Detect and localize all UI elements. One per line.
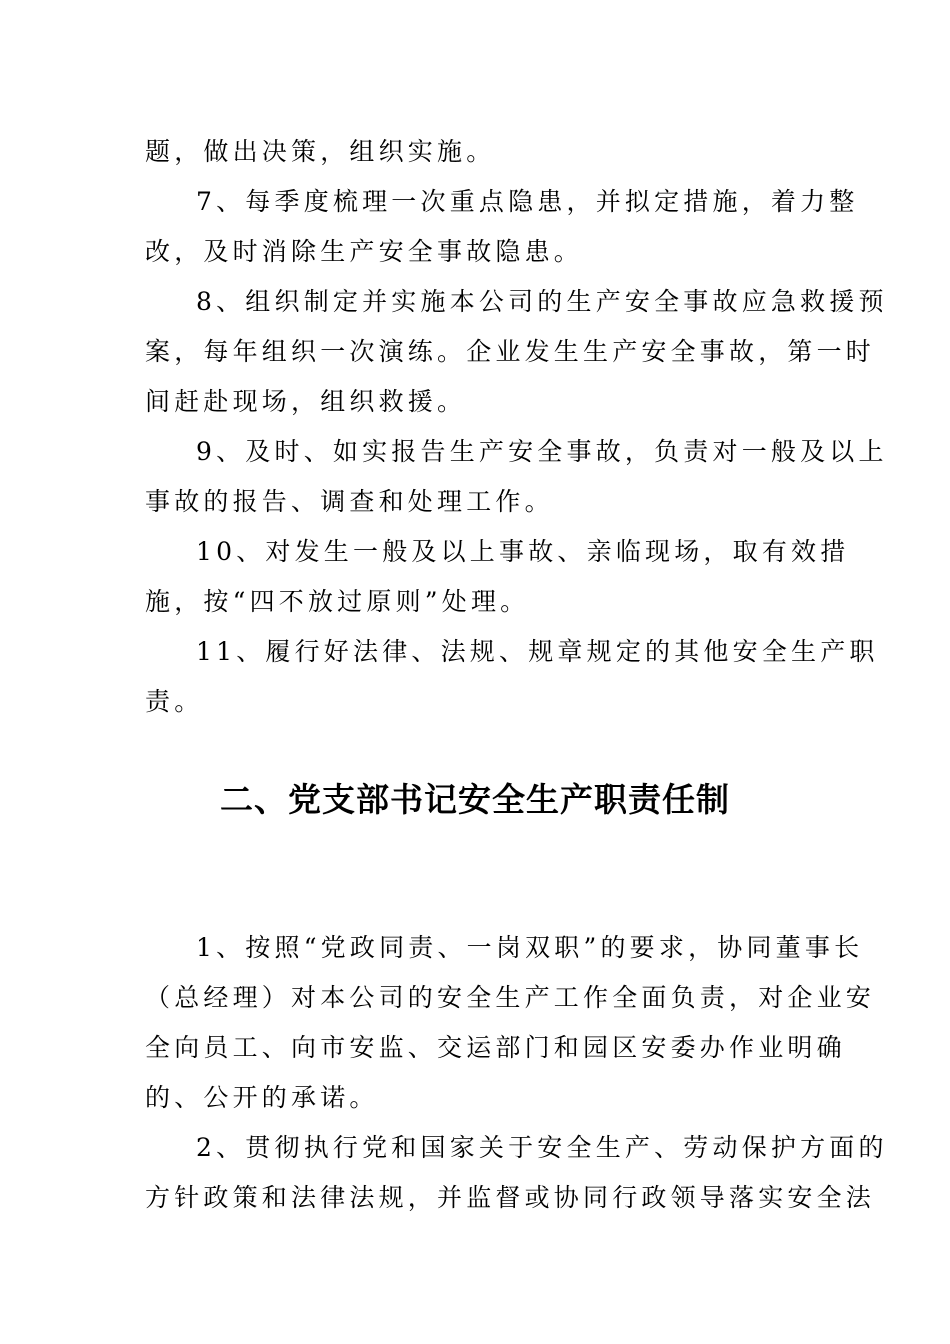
item-8-line-1: 8、组织制定并实施本公司的生产安全事故应急救援预: [196, 287, 888, 316]
s2-item-2-line-2: 方针政策和法律法规，并监督或协同行政领导落实安全法: [145, 1183, 876, 1212]
item-11-line-1: 11、履行好法律、法规、规章规定的其他安全生产职: [196, 637, 879, 666]
section-heading: 二、党支部书记安全生产职责任制: [220, 780, 730, 819]
item-10-line-1: 10、对发生一般及以上事故、亲临现场，取有效措: [196, 537, 850, 566]
s2-item-1-line-3: 全向员工、向市安监、交运部门和园区安委办作业明确: [145, 1033, 846, 1062]
s2-item-1-line-2: （总经理）对本公司的安全生产工作全面负责，对企业安: [145, 983, 876, 1012]
item-8-line-2: 案，每年组织一次演练。企业发生生产安全事故，第一时: [145, 337, 876, 366]
item-8-line-3: 间赶赴现场，组织救援。: [145, 387, 467, 416]
item-9-line-2: 事故的报告、调查和处理工作。: [145, 487, 554, 516]
item-11-line-2: 责。: [145, 687, 204, 716]
s2-item-1-line-4: 的、公开的承诺。: [145, 1083, 379, 1112]
item-10-line-2: 施，按“四不放过原则”处理。: [145, 587, 530, 616]
paragraph-line: 题，做出决策，组织实施。: [145, 137, 496, 166]
item-9-line-1: 9、及时、如实报告生产安全事故，负责对一般及以上: [196, 437, 888, 466]
item-7-line-1: 7、每季度梳理一次重点隐患，并拟定措施，着力整: [196, 187, 859, 216]
item-7-line-2: 改，及时消除生产安全事故隐患。: [145, 237, 584, 266]
s2-item-2-line-1: 2、贯彻执行党和国家关于安全生产、劳动保护方面的: [196, 1133, 888, 1162]
s2-item-1-line-1: 1、按照“党政同责、一岗双职”的要求，协同董事长: [196, 933, 864, 962]
